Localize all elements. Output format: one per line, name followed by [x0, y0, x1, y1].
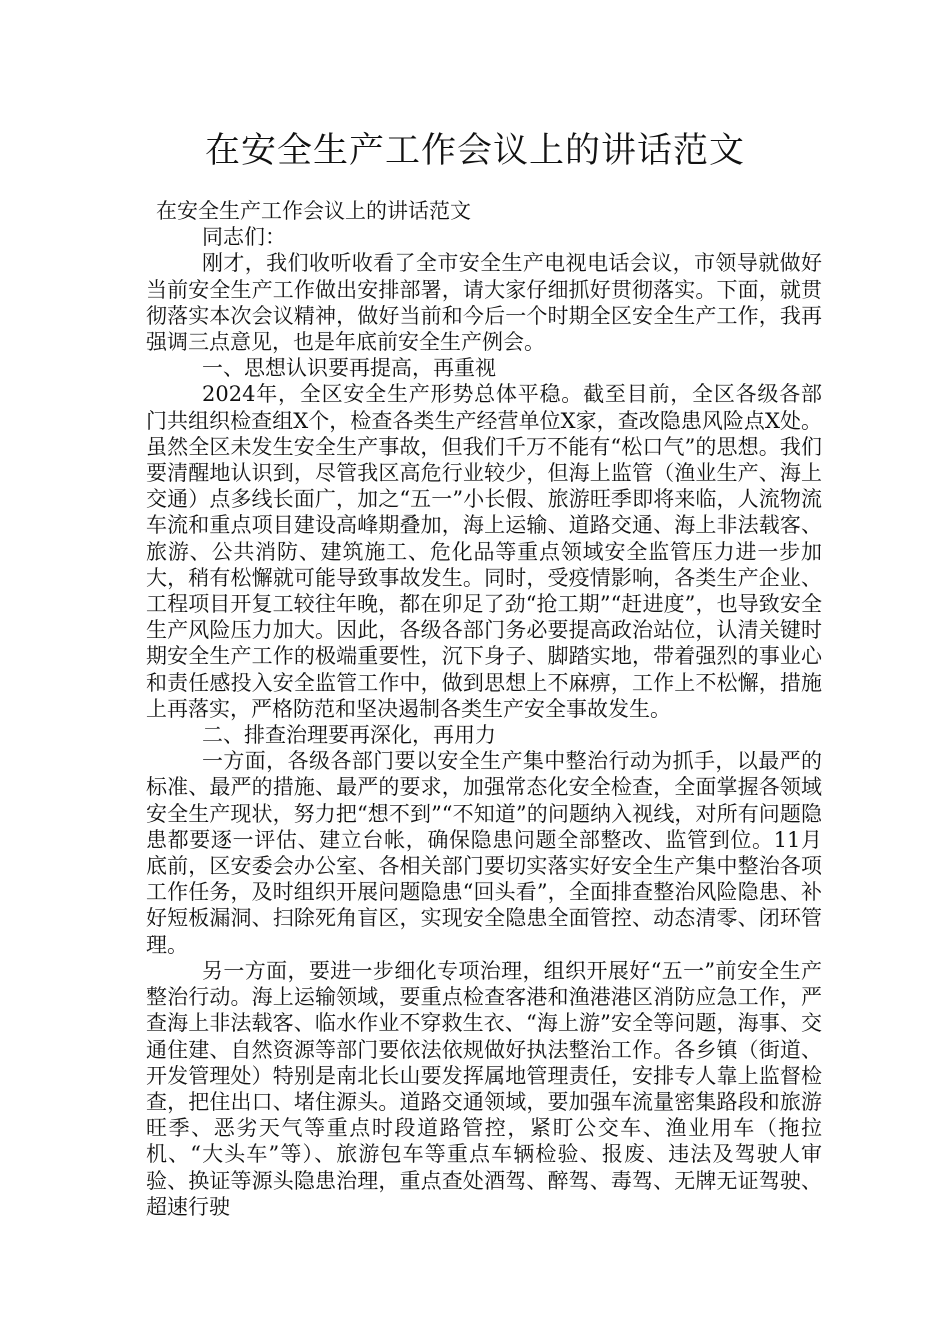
body-paragraph: 另一方面，要进一步细化专项治理，组织开展好“五一”前安全生产整治行动。海上运输领域，要重点检查客港和渔港港区消防应急工作，严查海上非法载客、临水作业不穿救生衣、“海上游”安全等问题，海事、交通住建、自然资源等部门要依法依规做好执法整治工作。各乡镇（街道、开发管理处）特别是南北长山要发挥属地管理责任，安排专人靠上监督检查，把住出口、堵住源头。道路交通领域，要加强车流量密集路段和旅游旺季、恶劣天气等重点时段道路管控，紧盯公交车、渔业用车（拖拉机、“大头车”等）、旅游包车等重点车辆检验、报废、违法及驾驶人审验、换证等源头隐患治理，重点查处酒驾、醉驾、毒驾、无牌无证驾驶、超速行驶: [146, 958, 822, 1219]
salutation: 同志们：: [202, 225, 286, 250]
document-subtitle: 在安全生产工作会议上的讲话范文: [156, 199, 471, 223]
document-title: 在安全生产工作会议上的讲话范文: [204, 131, 745, 171]
section-heading-2: 二、排查治理要再深化，再用力: [202, 723, 496, 748]
section-heading-1: 一、思想认识要再提高，再重视: [202, 356, 496, 381]
body-paragraph: 2024年，全区安全生产形势总体平稳。截至目前，全区各级各部门共组织检查组X个，检查各类生产经营单位X家，查改隐患风险点X处。虽然全区未发生安全生产事故，但我们千万不能有“松口气”的思想。我们要清醒地认识到，尽管我区高危行业较少，但海上监管（渔业生产、海上交通）点多线长面广，加之“五一”小长假、旅游旺季即将来临，人流物流车流和重点项目建设高峰期叠加，海上运输、道路交通、海上非法载客、旅游、公共消防、建筑施工、危化品等重点领域安全监管压力进一步加大，稍有松懈就可能导致事故发生。同时，受疫情影响，各类生产企业、工程项目开复工较往年晚，都在卯足了劲“抢工期”“赶进度”，也导致安全生产风险压力加大。因此，各级各部门务必要提高政治站位，认清关键时期安全生产工作的极端重要性，沉下身子、脚踏实地，带着强烈的事业心和责任感投入安全监管工作中，做到思想上不麻痹，工作上不松懈，措施上再落实，严格防范和坚决遏制各类生产安全事故发生。: [146, 382, 822, 721]
body-paragraph: 一方面，各级各部门要以安全生产集中整治行动为抓手，以最严的标准、最严的措施、最严的要求，加强常态化安全检查，全面掌握各领域安全生产现状，努力把“想不到”“不知道”的问题纳入视线，对所有问题隐患都要逐一评估、建立台帐，确保隐患问题全部整改、监管到位。11月底前，区安委会办公室、各相关部门要切实落实好安全生产集中整治各项工作任务，及时组织开展问题隐患“回头看”，全面排查整治风险隐患、补好短板漏洞、扫除死角盲区，实现安全隐患全面管控、动态清零、闭环管理。: [146, 749, 822, 957]
body-paragraph: 刚才，我们收听收看了全市安全生产电视电话会议，市领导就做好当前安全生产工作做出安排部署，请大家仔细抓好贯彻落实。下面，就贯彻落实本次会议精神，做好当前和今后一个时期全区安全生产工作，我再强调三点意见，也是年底前安全生产例会。: [146, 251, 822, 355]
document-body: [146, 198, 822, 1220]
